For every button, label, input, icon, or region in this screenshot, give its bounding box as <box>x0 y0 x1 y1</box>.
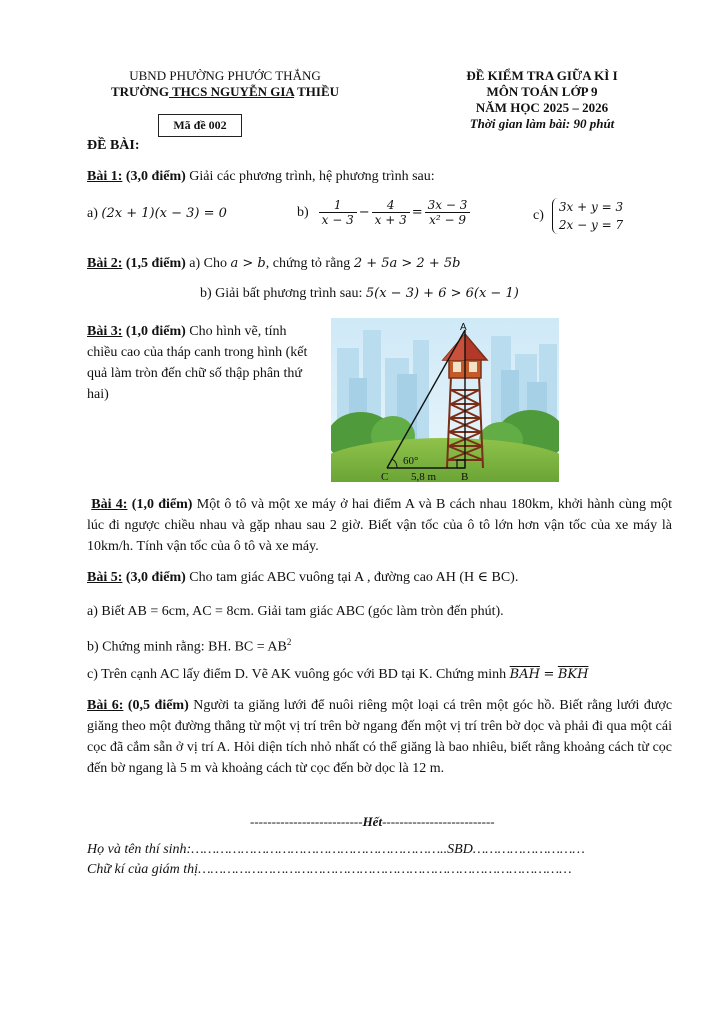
bai2-part-b: b) Giải bất phương trình sau: 5(x − 3) + 6 > 6(x − 1) <box>200 286 519 301</box>
school-name: TRƯỜNG THCS NGUYỄN GIA THIỀU <box>110 84 340 99</box>
equation-system: 3x + y = 3 2x − y = 7 <box>552 198 623 234</box>
bai1-part-b: b) $\frac{1}{x - 3}$ − $\frac{4}{x + 3}$ = $\frac{3x - 3}{\text{x² − 9}}$ <box>297 198 472 227</box>
bai6-label: Bài 6: <box>87 698 124 713</box>
bai5-intro: Bài 5: (3,0 điểm) Cho tam giác ABC vuông tại A , đường cao AH (H ∈ BC). <box>87 570 519 585</box>
bai1-intro <box>87 166 672 187</box>
bai2-part-a: Bài 2: (1,5 điểm) a) Cho a > b, chứng tỏ rằng 2 + 5a > 2 + 5b <box>87 256 461 271</box>
angle-bah: $\overline{BAH}$ <box>509 667 540 682</box>
exam-subject: MÔN TOÁN LỚP 9 <box>486 84 598 99</box>
bai1-part-c: c) 3x + y = 3 2x − y = 7 <box>533 200 624 232</box>
supervisor-signature-line: Chữ kí của giám thị……………………………………………………………………………… <box>87 862 572 877</box>
exam-code-box: Mã đề 002 <box>158 114 242 137</box>
bai5-label: Bài 5: <box>87 570 123 585</box>
bai4-block: Bài 4: (1,0 điểm) Một ô tô và một xe máy ở hai điểm A và B cách nhau 180km, khởi hành cùng một lúc đi ngược chiều nhau và gặp nhau sau 2 giờ. Biết vận tốc của ô tô lớn hơn vận tốc của xe máy là 10km/h. Tính vận tốc của ô tô và xe máy. <box>87 497 673 554</box>
bai4-label: Bài 4: <box>91 497 128 512</box>
exam-header <box>392 68 692 132</box>
school-header <box>70 68 380 100</box>
bai5-part-c: c) Trên cạnh AC lấy điểm D. Vẽ AK vuông góc với BD tại K. Chứng minh $\overline{BAH} = \overline{BKH}$ <box>87 667 589 682</box>
school-year: NĂM HỌC 2025 – 2026 <box>475 100 609 115</box>
bai6-block: Bài 6: (0,5 điểm) Người ta giăng lưới để nuôi riêng một loại cá trên một góc hồ. Biết rằng lưới được giăng theo một đường thẳng từ một vị trí trên bờ ngang đến một vị trí trên bờ dọc và phải đi qua một cái cọc đã cắm sẵn ở vị trí A. Hỏi diện tích nhỏ nhất có thể giăng là bao nhiêu, biết rằng khoảng cách từ cọc đến bờ ngang là 5 m và khoảng cách từ cọc đến bờ dọc là 12 m. <box>87 698 673 776</box>
exam-title: ĐỀ KIỂM TRA GIỮA KÌ I <box>466 68 618 83</box>
end-marker: --------------------------Hết-------------------------- <box>250 814 495 829</box>
bai1-text: Giải các phương trình, hệ phương trình sau: <box>189 169 435 184</box>
label-c: C <box>381 471 389 482</box>
bai5-part-b: b) Chứng minh rằng: BH. BC = $AB^2$ <box>87 637 292 655</box>
bai2-label: Bài 2: <box>87 256 123 271</box>
angle-bkh: $\overline{BKH}$ <box>557 667 589 682</box>
bai3-label: Bài 3: <box>87 324 123 339</box>
bai3-text-block: Bài 3: (1,0 điểm) Cho hình vẽ, tính chiều cao của tháp canh trong hình (kết quả làm tròn đến chữ số thập phân thứ hai) <box>87 324 308 402</box>
bai1-label: Bài 1: <box>87 169 123 184</box>
bai5-part-a: a) Biết AB = 6cm, AC = 8cm. Giải tam giác ABC (góc làm tròn đến phút). <box>87 604 504 619</box>
label-length: 5,8 m <box>411 471 437 482</box>
bai1-part-a: a) (2x + 1)(x − 3) = 0 <box>87 206 227 221</box>
section-heading: ĐỀ BÀI: <box>87 138 140 153</box>
candidate-name-line: Họ và tên thí sinh:……………………………………………………..SBD……………………… <box>87 842 585 857</box>
label-angle: 60° <box>403 455 419 467</box>
tower-figure <box>331 318 559 482</box>
bai1-a-equation: (2x + 1)(x − 3) = 0 <box>101 206 227 221</box>
bai1-points: (3,0 điểm) <box>125 169 186 184</box>
district-name: UBND PHƯỜNG PHƯỚC THẮNG <box>129 68 321 83</box>
label-b: B <box>461 471 469 482</box>
exam-time: Thời gian làm bài: 90 phút <box>469 116 615 131</box>
label-a: A <box>460 322 467 333</box>
